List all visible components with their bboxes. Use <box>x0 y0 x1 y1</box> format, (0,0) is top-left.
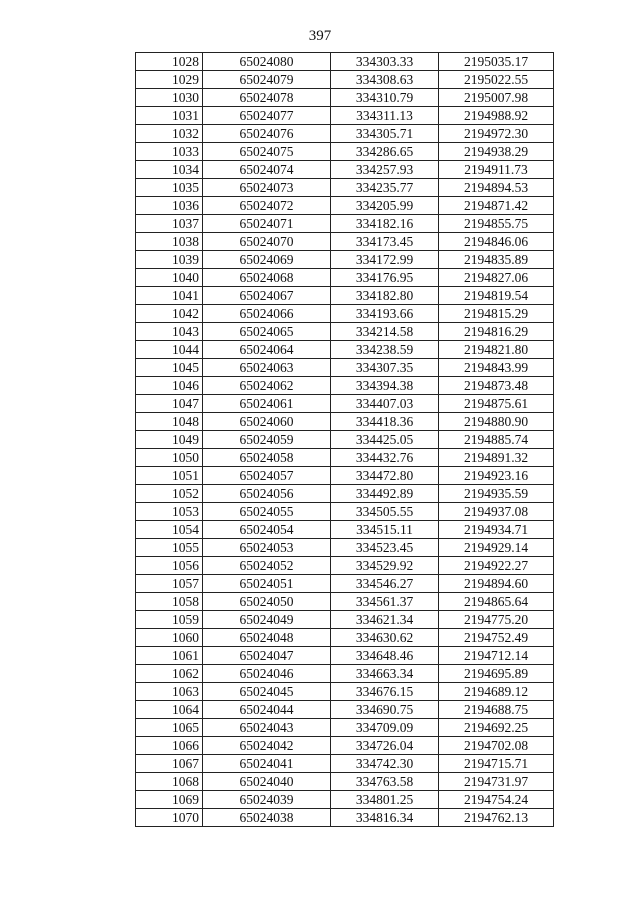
table-row <box>136 683 554 701</box>
table-row <box>136 521 554 539</box>
table-row <box>136 719 554 737</box>
y-coordinate-cell: 2194894.60 <box>439 575 554 593</box>
x-coordinate-cell: 334676.15 <box>331 683 439 701</box>
point-id-cell: 65024062 <box>203 377 331 395</box>
row-number-cell: 1038 <box>136 233 203 251</box>
point-id-cell: 65024071 <box>203 215 331 233</box>
point-id-cell: 65024075 <box>203 143 331 161</box>
y-coordinate-cell: 2194885.74 <box>439 431 554 449</box>
x-coordinate-cell: 334515.11 <box>331 521 439 539</box>
row-number-cell: 1060 <box>136 629 203 647</box>
row-number-cell: 1049 <box>136 431 203 449</box>
x-coordinate-cell: 334172.99 <box>331 251 439 269</box>
point-id-cell: 65024042 <box>203 737 331 755</box>
y-coordinate-cell: 2194935.59 <box>439 485 554 503</box>
y-coordinate-cell: 2194754.24 <box>439 791 554 809</box>
table-row <box>136 701 554 719</box>
y-coordinate-cell: 2194752.49 <box>439 629 554 647</box>
row-number-cell: 1065 <box>136 719 203 737</box>
table-row <box>136 269 554 287</box>
row-number-cell: 1036 <box>136 197 203 215</box>
table-row <box>136 413 554 431</box>
table-row <box>136 53 554 71</box>
table-row <box>136 539 554 557</box>
x-coordinate-cell: 334205.99 <box>331 197 439 215</box>
y-coordinate-cell: 2194846.06 <box>439 233 554 251</box>
x-coordinate-cell: 334529.92 <box>331 557 439 575</box>
table-row <box>136 323 554 341</box>
x-coordinate-cell: 334418.36 <box>331 413 439 431</box>
point-id-cell: 65024038 <box>203 809 331 827</box>
point-id-cell: 65024077 <box>203 107 331 125</box>
table-row <box>136 125 554 143</box>
y-coordinate-cell: 2194715.71 <box>439 755 554 773</box>
point-id-cell: 65024047 <box>203 647 331 665</box>
y-coordinate-cell: 2194688.75 <box>439 701 554 719</box>
table-row <box>136 197 554 215</box>
row-number-cell: 1063 <box>136 683 203 701</box>
point-id-cell: 65024048 <box>203 629 331 647</box>
row-number-cell: 1045 <box>136 359 203 377</box>
table-row <box>136 251 554 269</box>
y-coordinate-cell: 2194875.61 <box>439 395 554 413</box>
table-row <box>136 575 554 593</box>
x-coordinate-cell: 334214.58 <box>331 323 439 341</box>
x-coordinate-cell: 334307.35 <box>331 359 439 377</box>
point-id-cell: 65024056 <box>203 485 331 503</box>
table-row <box>136 431 554 449</box>
point-id-cell: 65024057 <box>203 467 331 485</box>
page-number: 397 <box>308 28 332 44</box>
table-row <box>136 773 554 791</box>
x-coordinate-cell: 334621.34 <box>331 611 439 629</box>
y-coordinate-cell: 2194819.54 <box>439 287 554 305</box>
row-number-cell: 1061 <box>136 647 203 665</box>
point-id-cell: 65024078 <box>203 89 331 107</box>
point-id-cell: 65024051 <box>203 575 331 593</box>
point-id-cell: 65024074 <box>203 161 331 179</box>
point-id-cell: 65024072 <box>203 197 331 215</box>
point-id-cell: 65024073 <box>203 179 331 197</box>
point-id-cell: 65024055 <box>203 503 331 521</box>
table-row <box>136 449 554 467</box>
y-coordinate-cell: 2194923.16 <box>439 467 554 485</box>
point-id-cell: 65024039 <box>203 791 331 809</box>
x-coordinate-cell: 334176.95 <box>331 269 439 287</box>
row-number-cell: 1035 <box>136 179 203 197</box>
point-id-cell: 65024063 <box>203 359 331 377</box>
point-id-cell: 65024050 <box>203 593 331 611</box>
y-coordinate-cell: 2194689.12 <box>439 683 554 701</box>
row-number-cell: 1040 <box>136 269 203 287</box>
x-coordinate-cell: 334801.25 <box>331 791 439 809</box>
table-row <box>136 809 554 827</box>
point-id-cell: 65024054 <box>203 521 331 539</box>
x-coordinate-cell: 334173.45 <box>331 233 439 251</box>
x-coordinate-cell: 334630.62 <box>331 629 439 647</box>
point-id-cell: 65024070 <box>203 233 331 251</box>
y-coordinate-cell: 2194937.08 <box>439 503 554 521</box>
y-coordinate-cell: 2194762.13 <box>439 809 554 827</box>
point-id-cell: 65024059 <box>203 431 331 449</box>
row-number-cell: 1033 <box>136 143 203 161</box>
x-coordinate-cell: 334726.04 <box>331 737 439 755</box>
x-coordinate-cell: 334425.05 <box>331 431 439 449</box>
row-number-cell: 1044 <box>136 341 203 359</box>
row-number-cell: 1051 <box>136 467 203 485</box>
point-id-cell: 65024079 <box>203 71 331 89</box>
x-coordinate-cell: 334308.63 <box>331 71 439 89</box>
row-number-cell: 1042 <box>136 305 203 323</box>
table-row <box>136 179 554 197</box>
x-coordinate-cell: 334257.93 <box>331 161 439 179</box>
x-coordinate-cell: 334523.45 <box>331 539 439 557</box>
row-number-cell: 1070 <box>136 809 203 827</box>
table-row <box>136 737 554 755</box>
point-id-cell: 65024058 <box>203 449 331 467</box>
x-coordinate-cell: 334648.46 <box>331 647 439 665</box>
table-row <box>136 611 554 629</box>
table-row <box>136 305 554 323</box>
x-coordinate-cell: 334407.03 <box>331 395 439 413</box>
y-coordinate-cell: 2194821.80 <box>439 341 554 359</box>
row-number-cell: 1068 <box>136 773 203 791</box>
x-coordinate-cell: 334561.37 <box>331 593 439 611</box>
row-number-cell: 1050 <box>136 449 203 467</box>
row-number-cell: 1043 <box>136 323 203 341</box>
table-row <box>136 503 554 521</box>
y-coordinate-cell: 2194702.08 <box>439 737 554 755</box>
table-row <box>136 467 554 485</box>
row-number-cell: 1069 <box>136 791 203 809</box>
y-coordinate-cell: 2194880.90 <box>439 413 554 431</box>
row-number-cell: 1037 <box>136 215 203 233</box>
x-coordinate-cell: 334690.75 <box>331 701 439 719</box>
point-id-cell: 65024076 <box>203 125 331 143</box>
row-number-cell: 1046 <box>136 377 203 395</box>
coordinates-table <box>135 52 554 827</box>
y-coordinate-cell: 2194865.64 <box>439 593 554 611</box>
row-number-cell: 1054 <box>136 521 203 539</box>
point-id-cell: 65024046 <box>203 665 331 683</box>
x-coordinate-cell: 334311.13 <box>331 107 439 125</box>
x-coordinate-cell: 334182.80 <box>331 287 439 305</box>
row-number-cell: 1058 <box>136 593 203 611</box>
table-row <box>136 233 554 251</box>
row-number-cell: 1041 <box>136 287 203 305</box>
y-coordinate-cell: 2194911.73 <box>439 161 554 179</box>
x-coordinate-cell: 334505.55 <box>331 503 439 521</box>
row-number-cell: 1066 <box>136 737 203 755</box>
table-row <box>136 791 554 809</box>
x-coordinate-cell: 334742.30 <box>331 755 439 773</box>
x-coordinate-cell: 334816.34 <box>331 809 439 827</box>
table-row <box>136 557 554 575</box>
row-number-cell: 1059 <box>136 611 203 629</box>
table-row <box>136 161 554 179</box>
point-id-cell: 65024061 <box>203 395 331 413</box>
point-id-cell: 65024052 <box>203 557 331 575</box>
x-coordinate-cell: 334546.27 <box>331 575 439 593</box>
x-coordinate-cell: 334235.77 <box>331 179 439 197</box>
point-id-cell: 65024067 <box>203 287 331 305</box>
row-number-cell: 1056 <box>136 557 203 575</box>
point-id-cell: 65024080 <box>203 53 331 71</box>
row-number-cell: 1039 <box>136 251 203 269</box>
y-coordinate-cell: 2194934.71 <box>439 521 554 539</box>
table-row <box>136 755 554 773</box>
x-coordinate-cell: 334182.16 <box>331 215 439 233</box>
row-number-cell: 1055 <box>136 539 203 557</box>
row-number-cell: 1034 <box>136 161 203 179</box>
point-id-cell: 65024069 <box>203 251 331 269</box>
y-coordinate-cell: 2194775.20 <box>439 611 554 629</box>
y-coordinate-cell: 2195022.55 <box>439 71 554 89</box>
y-coordinate-cell: 2195035.17 <box>439 53 554 71</box>
x-coordinate-cell: 334472.80 <box>331 467 439 485</box>
x-coordinate-cell: 334663.34 <box>331 665 439 683</box>
y-coordinate-cell: 2194816.29 <box>439 323 554 341</box>
table-row <box>136 107 554 125</box>
y-coordinate-cell: 2194871.42 <box>439 197 554 215</box>
y-coordinate-cell: 2194692.25 <box>439 719 554 737</box>
point-id-cell: 65024064 <box>203 341 331 359</box>
x-coordinate-cell: 334286.65 <box>331 143 439 161</box>
y-coordinate-cell: 2194894.53 <box>439 179 554 197</box>
x-coordinate-cell: 334709.09 <box>331 719 439 737</box>
point-id-cell: 65024053 <box>203 539 331 557</box>
x-coordinate-cell: 334193.66 <box>331 305 439 323</box>
point-id-cell: 65024060 <box>203 413 331 431</box>
point-id-cell: 65024040 <box>203 773 331 791</box>
row-number-cell: 1048 <box>136 413 203 431</box>
y-coordinate-cell: 2194873.48 <box>439 377 554 395</box>
y-coordinate-cell: 2194815.29 <box>439 305 554 323</box>
table-row <box>136 377 554 395</box>
table-row <box>136 341 554 359</box>
x-coordinate-cell: 334303.33 <box>331 53 439 71</box>
y-coordinate-cell: 2194929.14 <box>439 539 554 557</box>
point-id-cell: 65024045 <box>203 683 331 701</box>
y-coordinate-cell: 2194855.75 <box>439 215 554 233</box>
x-coordinate-cell: 334394.38 <box>331 377 439 395</box>
table-row <box>136 143 554 161</box>
x-coordinate-cell: 334492.89 <box>331 485 439 503</box>
table-row <box>136 71 554 89</box>
table-row <box>136 593 554 611</box>
table-row <box>136 485 554 503</box>
point-id-cell: 65024068 <box>203 269 331 287</box>
y-coordinate-cell: 2194712.14 <box>439 647 554 665</box>
point-id-cell: 65024049 <box>203 611 331 629</box>
point-id-cell: 65024044 <box>203 701 331 719</box>
y-coordinate-cell: 2194731.97 <box>439 773 554 791</box>
table-row <box>136 395 554 413</box>
y-coordinate-cell: 2194835.89 <box>439 251 554 269</box>
y-coordinate-cell: 2194938.29 <box>439 143 554 161</box>
point-id-cell: 65024041 <box>203 755 331 773</box>
row-number-cell: 1067 <box>136 755 203 773</box>
y-coordinate-cell: 2194843.99 <box>439 359 554 377</box>
row-number-cell: 1057 <box>136 575 203 593</box>
y-coordinate-cell: 2194891.32 <box>439 449 554 467</box>
table-row <box>136 647 554 665</box>
table-row <box>136 215 554 233</box>
point-id-cell: 65024065 <box>203 323 331 341</box>
x-coordinate-cell: 334432.76 <box>331 449 439 467</box>
y-coordinate-cell: 2195007.98 <box>439 89 554 107</box>
x-coordinate-cell: 334305.71 <box>331 125 439 143</box>
y-coordinate-cell: 2194695.89 <box>439 665 554 683</box>
y-coordinate-cell: 2194922.27 <box>439 557 554 575</box>
row-number-cell: 1062 <box>136 665 203 683</box>
table-row <box>136 89 554 107</box>
table-row <box>136 665 554 683</box>
row-number-cell: 1032 <box>136 125 203 143</box>
row-number-cell: 1030 <box>136 89 203 107</box>
table-row <box>136 287 554 305</box>
row-number-cell: 1031 <box>136 107 203 125</box>
y-coordinate-cell: 2194988.92 <box>439 107 554 125</box>
row-number-cell: 1053 <box>136 503 203 521</box>
table-row <box>136 359 554 377</box>
x-coordinate-cell: 334238.59 <box>331 341 439 359</box>
point-id-cell: 65024066 <box>203 305 331 323</box>
y-coordinate-cell: 2194827.06 <box>439 269 554 287</box>
x-coordinate-cell: 334310.79 <box>331 89 439 107</box>
x-coordinate-cell: 334763.58 <box>331 773 439 791</box>
point-id-cell: 65024043 <box>203 719 331 737</box>
row-number-cell: 1028 <box>136 53 203 71</box>
coordinates-table-body <box>136 53 554 827</box>
row-number-cell: 1029 <box>136 71 203 89</box>
row-number-cell: 1047 <box>136 395 203 413</box>
row-number-cell: 1052 <box>136 485 203 503</box>
row-number-cell: 1064 <box>136 701 203 719</box>
y-coordinate-cell: 2194972.30 <box>439 125 554 143</box>
table-row <box>136 629 554 647</box>
